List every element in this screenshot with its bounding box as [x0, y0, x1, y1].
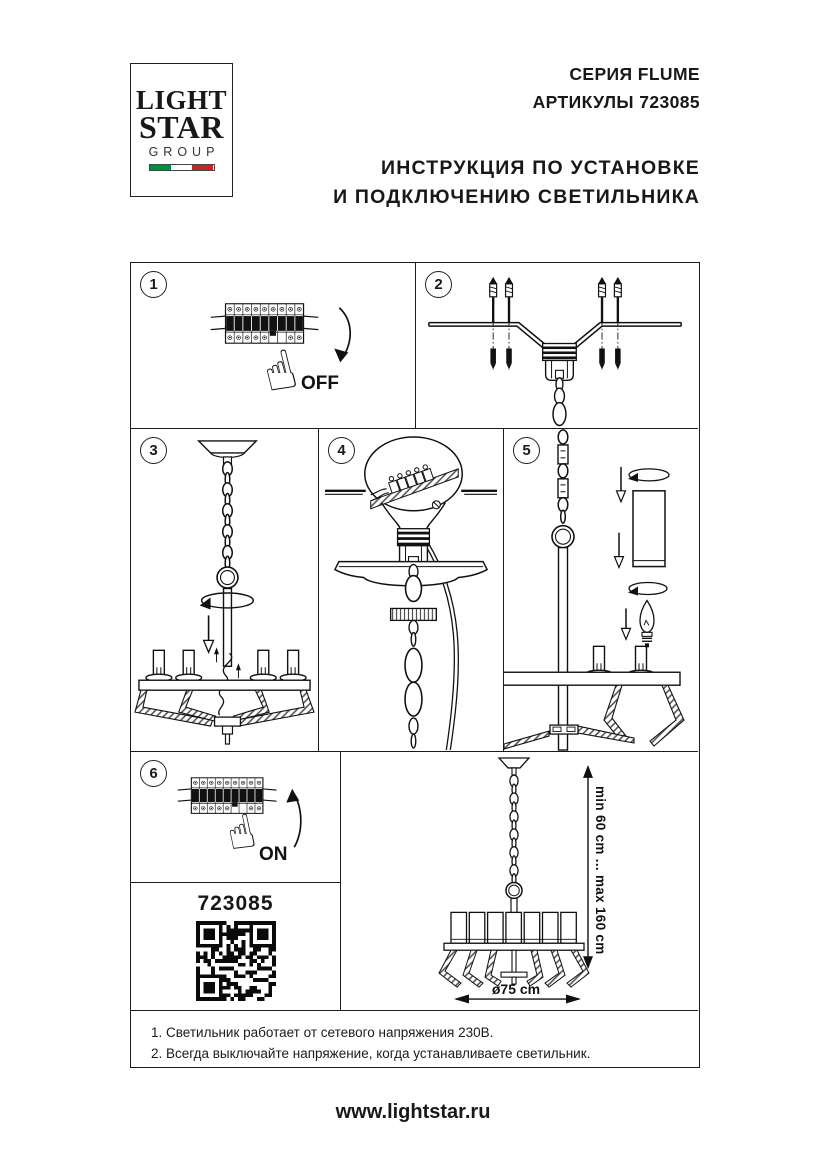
pointing-hand-icon: ☝	[256, 336, 304, 406]
breaker-off-label: OFF	[301, 373, 339, 394]
logo-word-group: GROUP	[148, 145, 220, 159]
website-url: www.lightstar.ru	[335, 1101, 491, 1123]
safety-notes	[131, 1011, 698, 1066]
step-number: 5	[513, 437, 540, 464]
chandelier-assembly-illustration	[131, 429, 318, 751]
shade-and-bulb-illustration	[504, 429, 698, 751]
article-number-header: АРТИКУЛЫ 723085	[532, 92, 700, 112]
step-panel-5	[504, 429, 698, 752]
step-number: 3	[140, 437, 167, 464]
chandelier-dimensions-illustration	[341, 752, 698, 1010]
series-name: СЕРИЯ FLUME	[569, 64, 700, 84]
flag-segment	[171, 165, 192, 170]
wiring-detail-illustration	[319, 429, 503, 751]
pointing-hand-icon: ☝	[221, 804, 261, 863]
breaker-on-label: ON	[259, 844, 288, 865]
logo-word-star: STAR	[139, 109, 224, 145]
flag-segment	[150, 165, 171, 170]
height-range-label: min 60 cm ... max 160 cm	[593, 786, 608, 955]
step-panel-2	[416, 263, 698, 429]
dimensions-panel	[341, 752, 698, 1011]
step-panel-6	[131, 752, 341, 883]
step-number: 4	[328, 437, 355, 464]
lightstar-logo	[130, 63, 233, 197]
step-number: 2	[425, 271, 452, 298]
mounting-bracket-illustration	[416, 263, 698, 428]
note-2: 2. Всегда выключайте напряжение, когда устанавливаете светильник.	[151, 1045, 591, 1061]
step-number: 1	[140, 271, 167, 298]
header	[333, 60, 700, 212]
logo-word-light: LIGHT	[135, 85, 228, 115]
step-panel-3	[131, 429, 319, 752]
note-1: 1. Светильник работает от сетевого напряжения 230В.	[151, 1025, 494, 1040]
article-qr-panel	[131, 883, 341, 1011]
italian-flag-icon	[149, 164, 215, 171]
step-panel-1	[131, 263, 416, 429]
flag-segment	[192, 165, 213, 170]
instruction-grid	[130, 262, 700, 1068]
diameter-label: ø75 cm	[491, 981, 541, 997]
instruction-title: ИНСТРУКЦИЯ ПО УСТАНОВКЕ И ПОДКЛЮЧЕНИЮ СВЕТИЛЬНИКА	[333, 157, 700, 208]
circuit-breaker-off-illustration	[131, 263, 415, 428]
step-number: 6	[140, 760, 167, 787]
step-panel-4	[319, 429, 504, 752]
qr-code	[196, 921, 276, 1001]
article-number: 723085	[197, 892, 274, 915]
